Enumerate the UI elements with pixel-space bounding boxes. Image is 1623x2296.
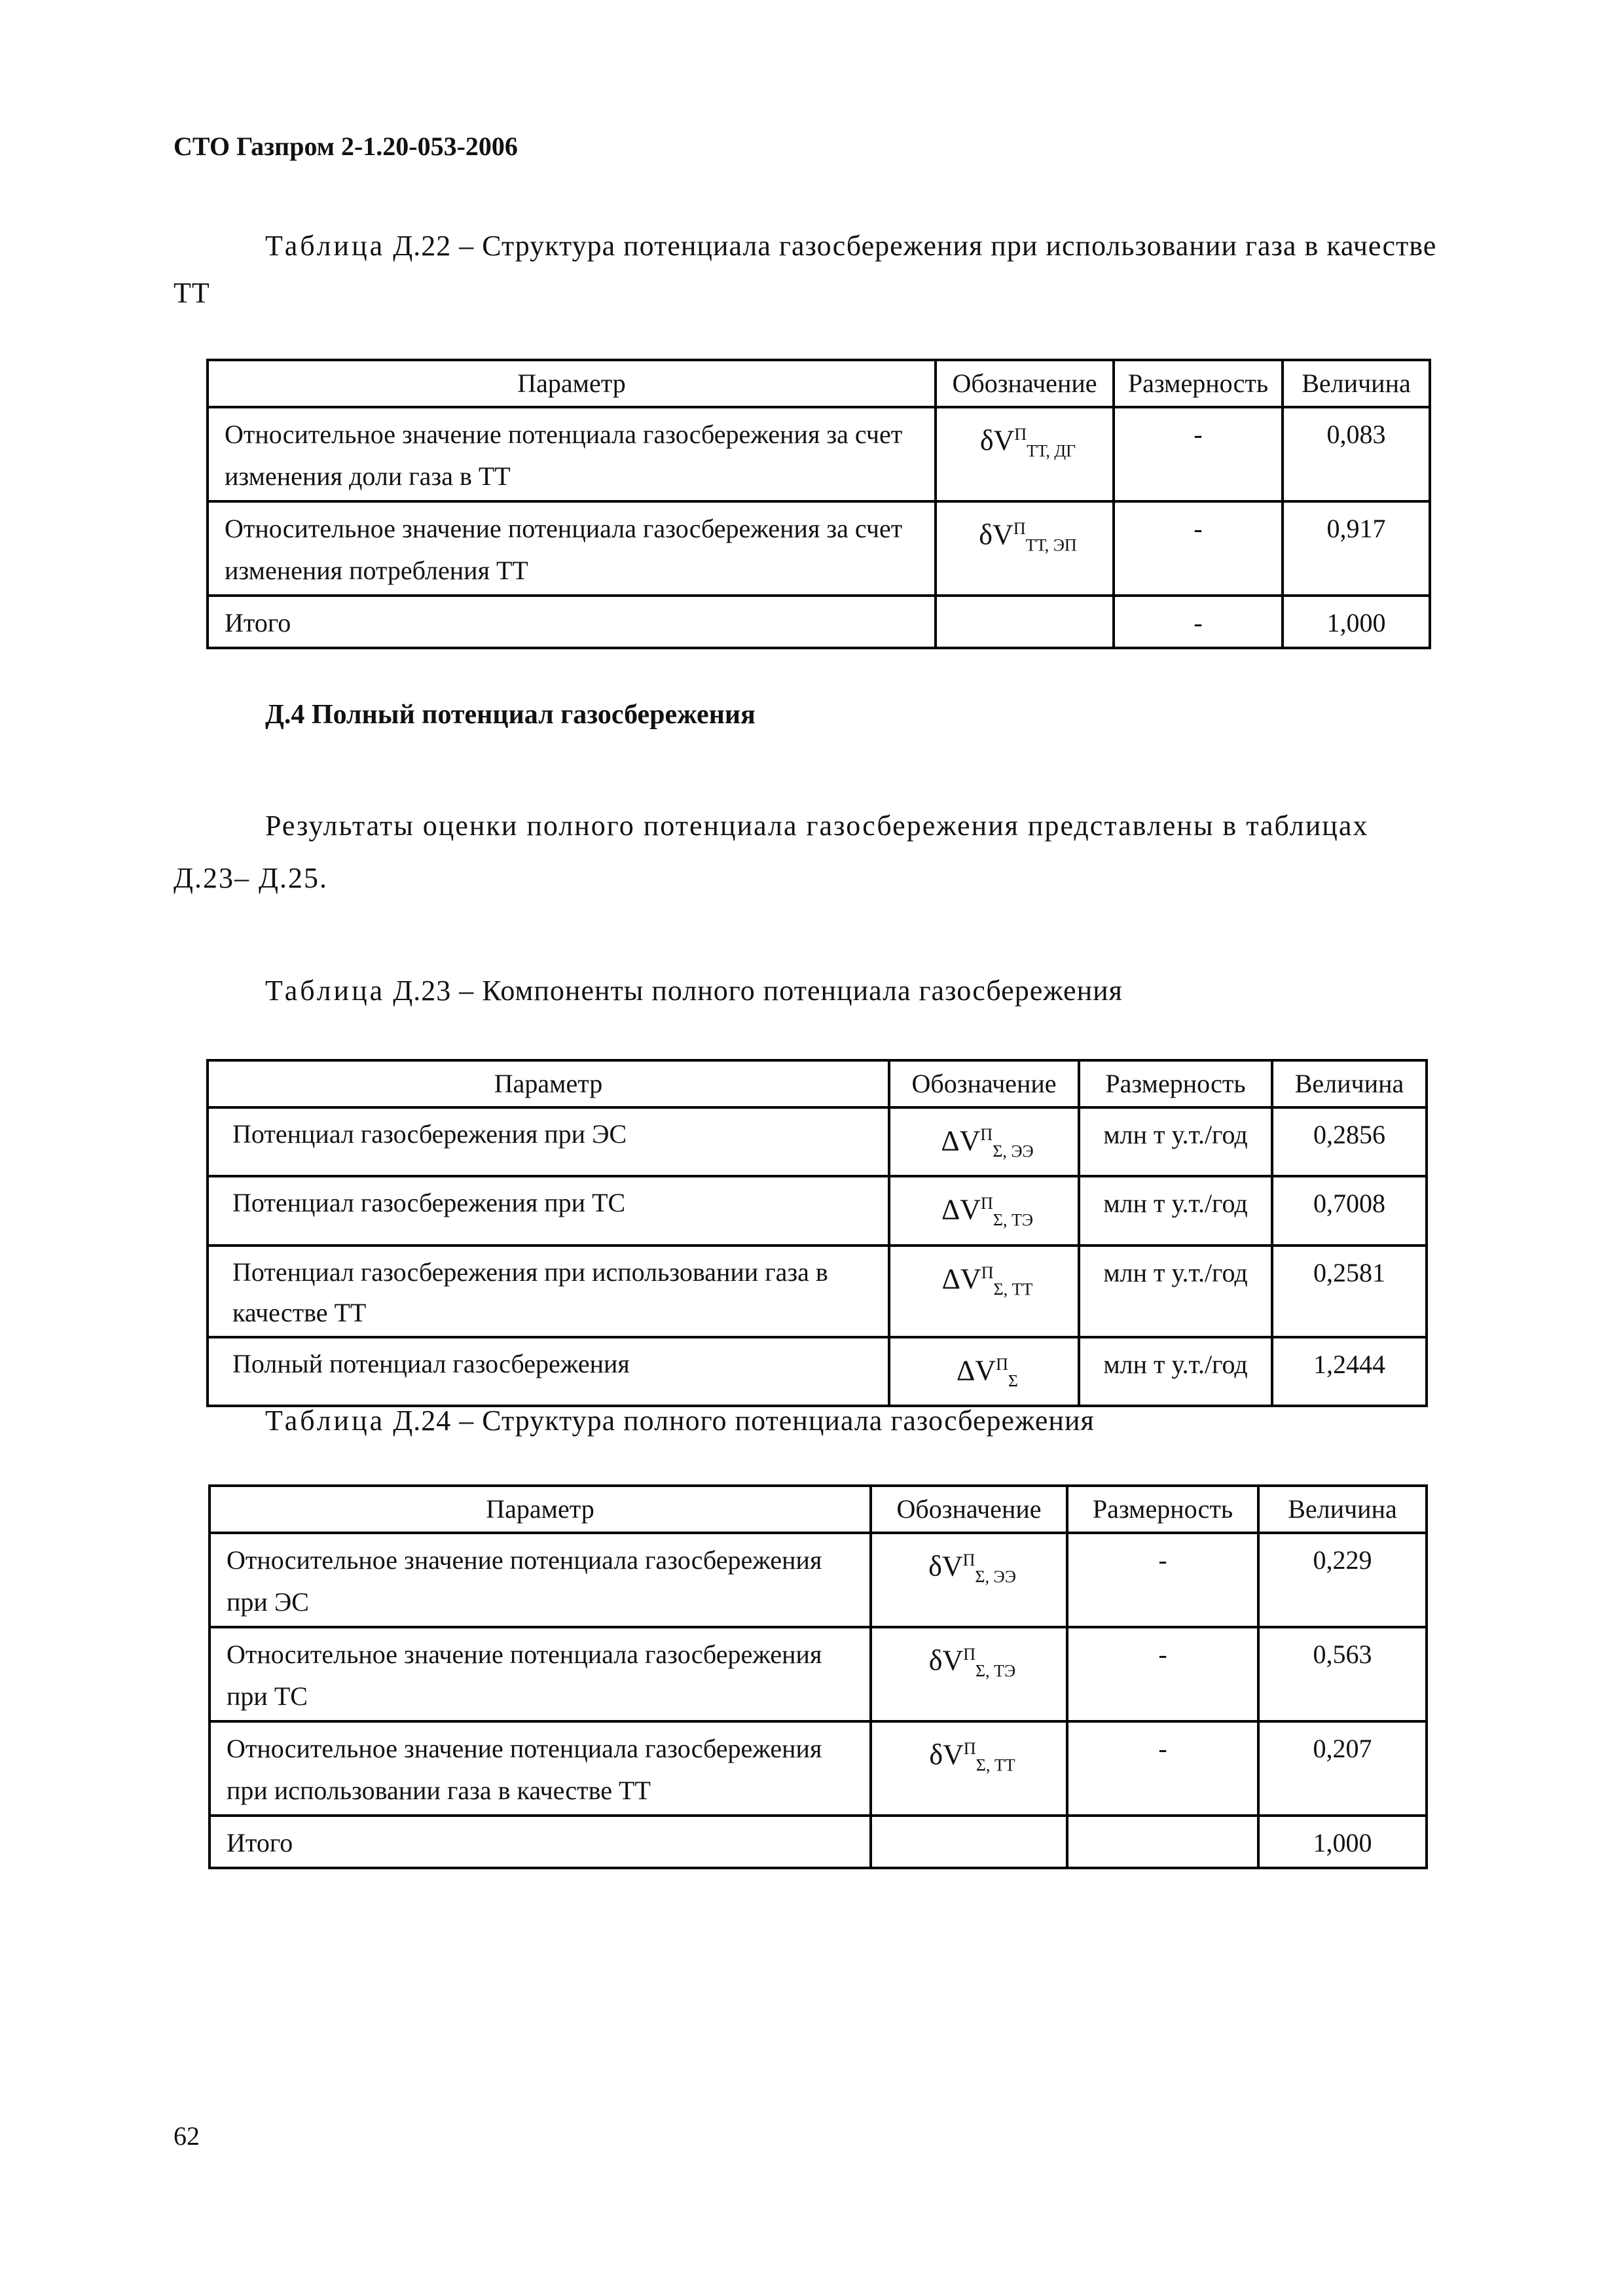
table-d23-caption-text: Д.23 – Компоненты полного потенциала газосбережения [385, 975, 1123, 1007]
table-row [208, 407, 1430, 501]
table-row [208, 1337, 1427, 1406]
table-row [208, 501, 1430, 596]
symbol-superscript: П [980, 1125, 993, 1144]
table-row [208, 1246, 1427, 1337]
param-cell: Потенциал газосбережения при ТС [208, 1176, 889, 1245]
unit-cell: - [1114, 407, 1283, 501]
unit-cell [1067, 1816, 1258, 1868]
symbol-subscript: Σ, ЭЭ [993, 1141, 1034, 1161]
table-header: Обозначение [871, 1486, 1067, 1533]
table-header: Величина [1258, 1486, 1427, 1533]
document-code-header: СТО Газпром 2-1.20-053-2006 [173, 132, 518, 161]
table-d23 [206, 1059, 1428, 1407]
unit-cell: - [1067, 1533, 1258, 1627]
param-cell: Потенциал газосбережения при использовании газа в качестве ТТ [208, 1246, 889, 1337]
table-header: Размерность [1114, 360, 1283, 407]
table-d24-caption-text: Д.24 – Структура полного потенциала газосбережения [385, 1405, 1095, 1437]
value-cell: 1,2444 [1272, 1337, 1427, 1406]
table-d23-caption-label: Таблица [265, 975, 386, 1007]
symbol-superscript: П [962, 1551, 976, 1570]
symbol-cell [936, 596, 1114, 648]
table-d22 [206, 359, 1431, 649]
symbol: δV [928, 1550, 963, 1583]
unit-cell: млн т у.т./год [1079, 1107, 1272, 1176]
value-cell: 0,2581 [1272, 1246, 1427, 1337]
symbol: ΔV [941, 1124, 981, 1157]
symbol-superscript: П [1014, 425, 1027, 444]
unit-cell: - [1114, 596, 1283, 648]
paragraph-text: Результаты оценки полного потенциала газосбережения представлены в таблицах Д.23– Д.25. [173, 810, 1369, 894]
symbol-cell [889, 1246, 1079, 1337]
symbol-cell [936, 501, 1114, 596]
table-row [210, 1627, 1427, 1721]
symbol-superscript: П [1013, 519, 1026, 538]
table-d22-caption [173, 223, 1453, 317]
table-d24-caption-label: Таблица [265, 1405, 386, 1437]
param-cell: Итого [210, 1816, 871, 1868]
param-cell: Относительное значение потенциала газосбережения за счет изменения потребления ТТ [208, 501, 936, 596]
symbol-cell [871, 1721, 1067, 1816]
symbol-cell [871, 1816, 1067, 1868]
symbol-subscript: ТТ, ЭП [1025, 535, 1077, 555]
table-header: Величина [1272, 1060, 1427, 1107]
unit-cell: млн т у.т./год [1079, 1337, 1272, 1406]
param-cell: Относительное значение потенциала газосбережения при ТС [210, 1627, 871, 1721]
value-cell: 0,917 [1283, 501, 1430, 596]
symbol: δV [929, 1738, 964, 1771]
value-cell: 0,229 [1258, 1533, 1427, 1627]
symbol-superscript: П [981, 1194, 993, 1213]
symbol-subscript: Σ [1008, 1371, 1018, 1391]
symbol: δV [979, 424, 1015, 457]
param-cell: Относительное значение потенциала газосбережения за счет изменения доли газа в ТТ [208, 407, 936, 501]
table-header: Параметр [208, 1060, 889, 1107]
param-cell: Относительное значение потенциала газосбережения при ЭС [210, 1533, 871, 1627]
symbol-cell [889, 1176, 1079, 1245]
body-paragraph [173, 800, 1453, 905]
symbol-cell [889, 1107, 1079, 1176]
param-cell: Потенциал газосбережения при ЭС [208, 1107, 889, 1176]
symbol: ΔV [941, 1194, 981, 1227]
table-row [210, 1721, 1427, 1816]
symbol-cell [871, 1533, 1067, 1627]
value-cell: 1,000 [1283, 596, 1430, 648]
symbol-cell [871, 1627, 1067, 1721]
unit-cell: - [1114, 501, 1283, 596]
symbol-superscript: П [963, 1645, 976, 1664]
table-header: Параметр [210, 1486, 871, 1533]
symbol-subscript: ТТ, ДГ [1027, 441, 1076, 461]
symbol-subscript: Σ, ТЭ [976, 1661, 1016, 1681]
symbol-subscript: Σ, ТТ [976, 1755, 1015, 1775]
unit-cell: - [1067, 1721, 1258, 1816]
table-row [208, 1107, 1427, 1176]
symbol-superscript: П [981, 1263, 994, 1282]
table-d23-caption [173, 967, 1453, 1014]
symbol-subscript: Σ, ТЭ [993, 1210, 1034, 1230]
symbol: ΔV [941, 1263, 981, 1295]
table-row [210, 1533, 1427, 1627]
symbol: ΔV [957, 1354, 996, 1387]
symbol-superscript: П [996, 1354, 1008, 1374]
symbol: δV [979, 518, 1013, 551]
unit-cell: млн т у.т./год [1079, 1176, 1272, 1245]
page-number: 62 [173, 2121, 200, 2151]
table-d22-caption-text: Д.22 – Структура потенциала газосбережения при использовании газа в качестве ТТ [173, 230, 1437, 309]
param-cell: Итого [208, 596, 936, 648]
value-cell: 1,000 [1258, 1816, 1427, 1868]
value-cell: 0,2856 [1272, 1107, 1427, 1176]
param-cell: Относительное значение потенциала газосбережения при использовании газа в качестве ТТ [210, 1721, 871, 1816]
unit-cell: - [1067, 1627, 1258, 1721]
symbol-superscript: П [963, 1739, 976, 1758]
table-d24 [208, 1484, 1428, 1869]
table-header: Размерность [1079, 1060, 1272, 1107]
value-cell: 0,207 [1258, 1721, 1427, 1816]
table-header: Обозначение [936, 360, 1114, 407]
table-header: Величина [1283, 360, 1430, 407]
symbol-subscript: Σ, ЭЭ [975, 1567, 1016, 1587]
unit-cell: млн т у.т./год [1079, 1246, 1272, 1337]
table-header: Размерность [1067, 1486, 1258, 1533]
table-row [210, 1816, 1427, 1868]
table-d24-caption [173, 1397, 1453, 1444]
table-header: Обозначение [889, 1060, 1079, 1107]
table-row [208, 596, 1430, 648]
value-cell: 0,563 [1258, 1627, 1427, 1721]
section-heading: Д.4 Полный потенциал газосбережения [265, 700, 756, 730]
param-cell: Полный потенциал газосбережения [208, 1337, 889, 1406]
symbol: δV [928, 1644, 964, 1677]
table-header: Параметр [208, 360, 936, 407]
symbol-cell [889, 1337, 1079, 1406]
symbol-cell [936, 407, 1114, 501]
table-row [208, 1176, 1427, 1245]
value-cell: 0,7008 [1272, 1176, 1427, 1245]
value-cell: 0,083 [1283, 407, 1430, 501]
table-d22-caption-label: Таблица [265, 230, 386, 262]
symbol-subscript: Σ, ТТ [993, 1280, 1033, 1299]
